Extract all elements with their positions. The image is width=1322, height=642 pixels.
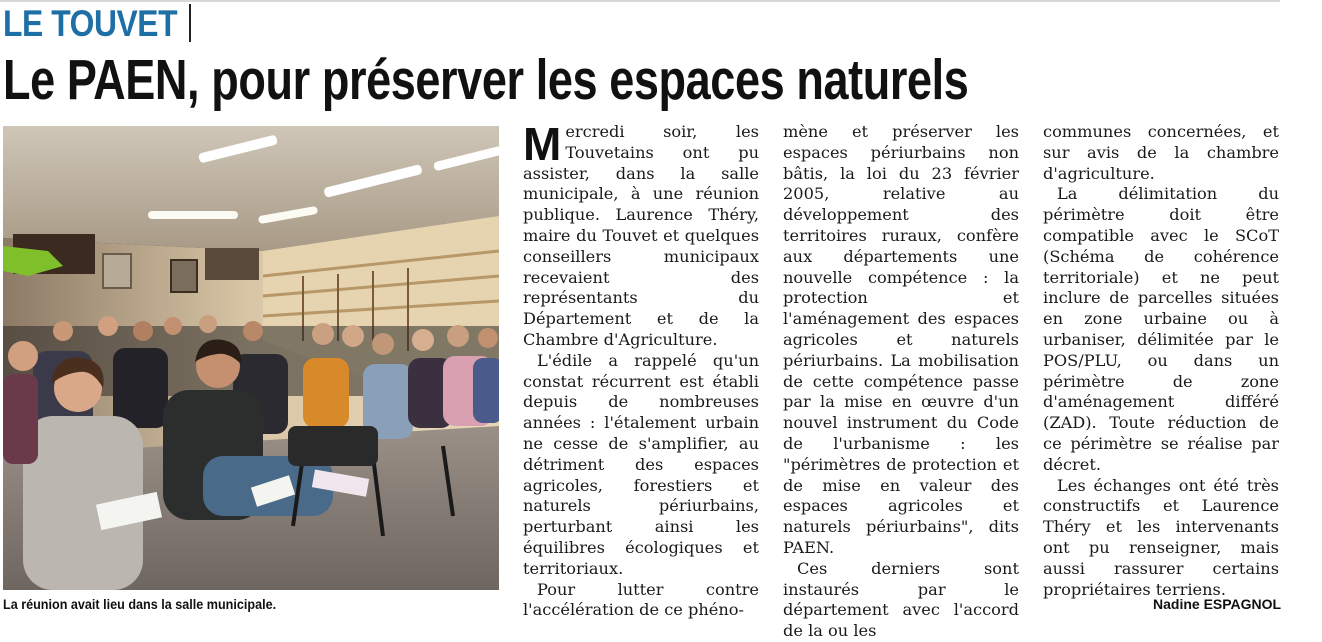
article-column-2	[783, 122, 1019, 642]
article-column-3	[1043, 122, 1279, 600]
photo-caption: La réunion avait lieu dans la salle municipale.	[3, 596, 277, 612]
drop-cap: M	[523, 118, 562, 170]
paragraph: communes concernées, et sur avis de la chambre d'agriculture.	[1043, 122, 1279, 183]
paragraph: mène et préserver les espaces périurbains non bâtis, la loi du 23 février 2005, relative au développement des territoires ruraux, confère aux départements une nouvelle compétence : la protection et l'aménagement des espaces agricoles et naturels périurbains. La mobilisation de cette compétence passe par la mise en œuvre d'un nouvel instrument du Code de l'urbanisme : les "périmètres de protection et de mise en valeur des espaces agricoles et naturels périurbains", dits PAEN.	[783, 122, 1019, 557]
paragraph: Mercredi soir, les Touvetains ont pu assister, dans la salle municipale, à une réunion publique. Laurence Théry, maire du Touvet et quelques conseillers municipaux recevaient des représentants du Département et de la Chambre d'Agriculture.	[523, 118, 759, 349]
paragraph: La délimitation du périmètre doit être compatible avec le SCoT (Schéma de cohérence territoriale) et ne peut inclure de parcelles situées en zone urbaine ou à urbaniser, délimitée par le POS/PLU, ou dans un périmètre de zone d'aménagement différé (ZAD). Toute réduction de ce périmètre se réalise par décret.	[1043, 184, 1279, 474]
section-label: LE TOUVET	[3, 3, 178, 44]
paragraph: Pour lutter contre l'accélération de ce phéno-	[523, 579, 759, 620]
article-column-1	[523, 118, 759, 621]
author-signature: Nadine ESPAGNOL	[1153, 596, 1282, 612]
paragraph: Les échanges ont été très constructifs et Laurence Théry et les intervenants ont pu renseigner, mais aussi rassurer certains propriétaires terriens.	[1043, 475, 1279, 599]
article-photo	[3, 126, 499, 590]
kicker-divider	[189, 4, 191, 42]
paragraph: L'édile a rappelé qu'un constat récurrent est établi depuis de nombreuses années : l'étalement urbain ne cesse de s'amplifier, au détriment des espaces agricoles, forestiers et naturels périurbains, perturbant ainsi les équilibres écologiques et territoriaux.	[523, 350, 759, 578]
article-headline: Le PAEN, pour préserver les espaces naturels	[3, 48, 969, 112]
top-rule	[0, 0, 1280, 2]
paragraph: Ces derniers sont instaurés par le département avec l'accord de la ou les	[783, 558, 1019, 641]
meeting-photo-illustration	[3, 126, 499, 590]
section-kicker	[3, 4, 205, 44]
